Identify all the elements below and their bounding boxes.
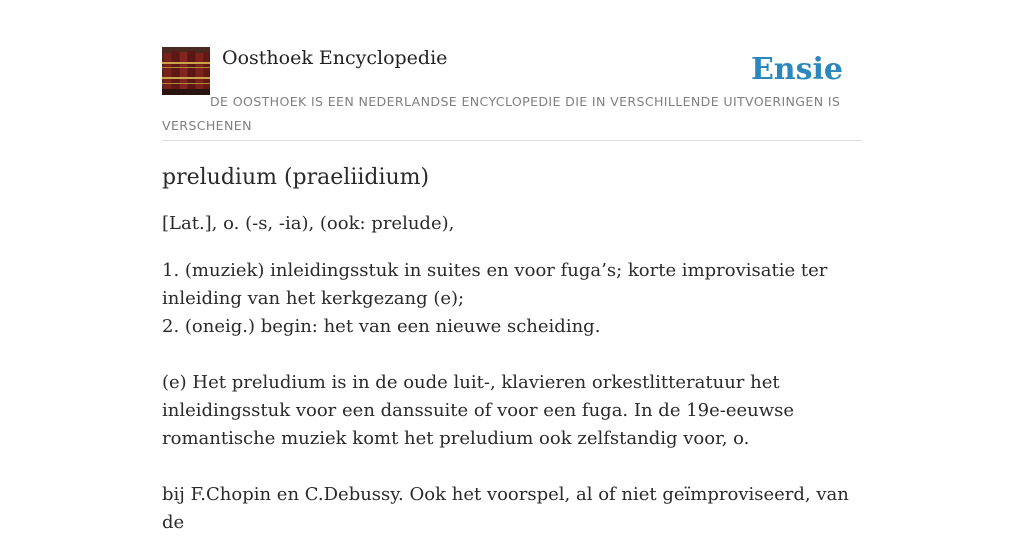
explanation-paragraph: (e) Het preludium is in de oude luit-, klavieren orkestlitteratuur het inleidingsstuk voor een danssuite of voor een fuga. In de 19e-eeuwse romantische muziek komt het preludium ook zelfstandig voor, o. — [162, 372, 795, 449]
definition-2: 2. (oneig.) begin: het van een nieuwe scheiding. — [162, 316, 601, 337]
encyclopedia-books-icon[interactable] — [162, 47, 210, 95]
entry-content — [162, 160, 862, 537]
site-name[interactable]: Oosthoek Encyclopedie — [222, 47, 448, 69]
site-tagline: DE OOSTHOEK IS EEN NEDERLANDSE ENCYCLOPEDIE DIE IN VERSCHILLENDE UITVOERINGEN IS VERSCHENEN — [162, 94, 841, 133]
entry-title: preludium (praeliidium) — [162, 165, 430, 190]
entry-etymology: [Lat.], o. (-s, -ia), (ook: prelude), — [162, 213, 455, 234]
explanation-continued: bij F.Chopin en C.Debussy. Ook het voorspel, al of niet geïmproviseerd, van de — [162, 484, 849, 533]
definition-1: 1. (muziek) inleidingsstuk in suites en voor fuga’s; korte improvisatie ter inleiding van het kerkgezang (e); — [162, 260, 828, 309]
ensie-logo-link[interactable]: Ensie — [750, 52, 843, 87]
site-header — [162, 46, 862, 141]
